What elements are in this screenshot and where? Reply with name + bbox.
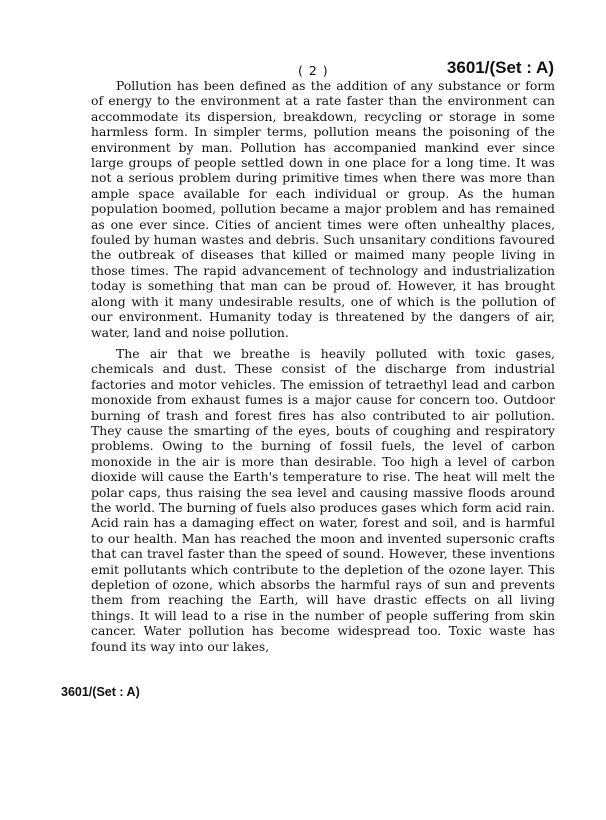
body-text (91, 78, 555, 654)
page-number: ( 2 ) (298, 63, 329, 78)
header-set-code: 3601/(Set : A) (446, 58, 554, 77)
footer-set-code: 3601/(Set : A) (61, 685, 140, 699)
paragraph-air-pollution: The air that we breathe is heavily polluted with toxic gases, chemicals and dust. These consist of the discharge from industrial factories and motor vehicles. The emission of tetraethyl lead and carbon monoxide from exhaust fumes is a major cause for concern too. Outdoor burning of trash and forest fires has also contributed to air pollution. They cause the smarting of the eyes, bouts of coughing and respiratory problems. Owing to the burning of fossil fuels, the level of carbon monoxide in the air is more than desirable. Too high a level of carbon dioxide will cause the Earth's temperature to rise. The heat will melt the polar caps, thus raising the sea level and causing massive floods around the world. The burning of fuels also produces gases which form acid rain. Acid rain has a damaging effect on water, forest and soil, and is harmful to our health. Man has reached the moon and invented supersonic crafts that can travel faster than the speed of sound. However, these inventions emit pollutants which contribute to the depletion of the ozone layer. This depletion of ozone, which absorbs the harmful rays of sun and prevents them from reaching the Earth, will have drastic effects on all living things. It will lead to a rise in the number of people suffering from skin cancer. Water pollution has become widespread too. Toxic waste has found its way into our lakes, (91, 345, 555, 654)
paragraph-pollution-definition: Pollution has been defined as the addition of any substance or form of energy to the environment at a rate faster than the environment can accommodate its dispersion, breakdown, recycling or storage in some harmless form. In simpler terms, pollution means the poisoning of the environment by man. Pollution has accompanied mankind ever since large groups of people settled down in one place for a long time. It was not a serious problem during primitive times when there was more than ample space available for each individual or group. As the human population boomed, pollution became a major problem and has remained as one ever since. Cities of ancient times were often unhealthy places, fouled by human wastes and debris. Such unsanitary conditions favoured the outbreak of diseases that killed or maimed many people living in those times. The rapid advancement of technology and industrialization today is something that man can be proud of. However, it has brought along with it many undesirable results, one of which is the pollution of our environment. Humanity today is threatened by the dangers of air, water, land and noise pollution. (91, 78, 555, 340)
